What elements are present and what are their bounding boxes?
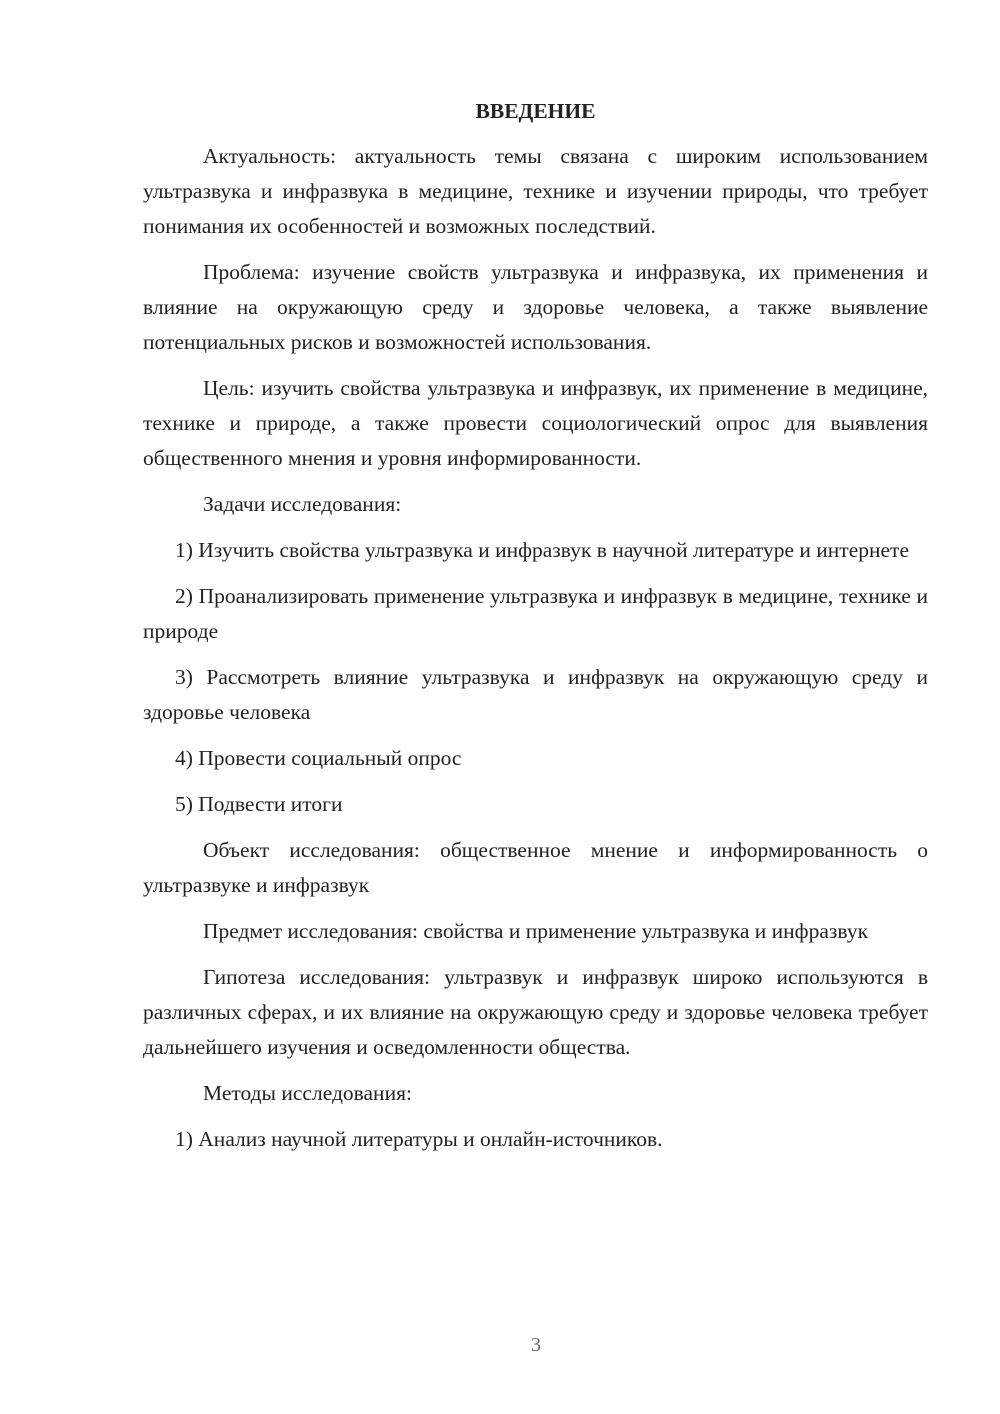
problem-paragraph: Проблема: изучение свойств ультразвука и инфразвука, их применения и влияние на окружающую среду и здоровье человека, а также выявление потенциальных рисков и возможностей использования.: [143, 260, 928, 354]
page-heading: ВВЕДЕНИЕ: [475, 99, 596, 123]
hypothesis-paragraph: Гипотеза исследования: ультразвук и инфразвук широко используются в различных сферах, и их влияние на окружающую среду и здоровье человека требует дальнейшего изучения и осведомленности общества.: [143, 965, 928, 1059]
page-number: 3: [531, 1334, 541, 1356]
methods-title: Методы исследования:: [203, 1081, 412, 1105]
task-item-4: 4) Провести социальный опрос: [175, 746, 462, 770]
task-item-2: 2) Проанализировать применение ультразвука и инфразвук в медицине, технике и природе: [143, 584, 928, 643]
task-item-1: 1) Изучить свойства ультразвука и инфразвук в научной литературе и интернете: [175, 538, 909, 562]
tasks-title: Задачи исследования:: [203, 492, 402, 516]
task-item-3: 3) Рассмотреть влияние ультразвука и инфразвук на окружающую среду и здоровье человека: [143, 665, 928, 724]
task-item-5: 5) Подвести итоги: [175, 792, 343, 816]
subject-paragraph: Предмет исследования: свойства и применение ультразвука и инфразвук: [203, 919, 869, 943]
method-item-1: 1) Анализ научной литературы и онлайн-источников.: [175, 1127, 663, 1151]
object-paragraph: Объект исследования: общественное мнение и информированность о ультразвуке и инфразвук: [143, 838, 928, 897]
relevance-paragraph: Актуальность: актуальность темы связана с широким использованием ультразвука и инфразвука в медицине, технике и изучении природы, что требует понимания их особенностей и возможных последствий.: [143, 144, 928, 238]
goal-paragraph: Цель: изучить свойства ультразвука и инфразвук, их применение в медицине, технике и природе, а также провести социологический опрос для выявления общественного мнения и уровня информированности.: [143, 376, 928, 470]
document-page: [143, 95, 928, 1168]
